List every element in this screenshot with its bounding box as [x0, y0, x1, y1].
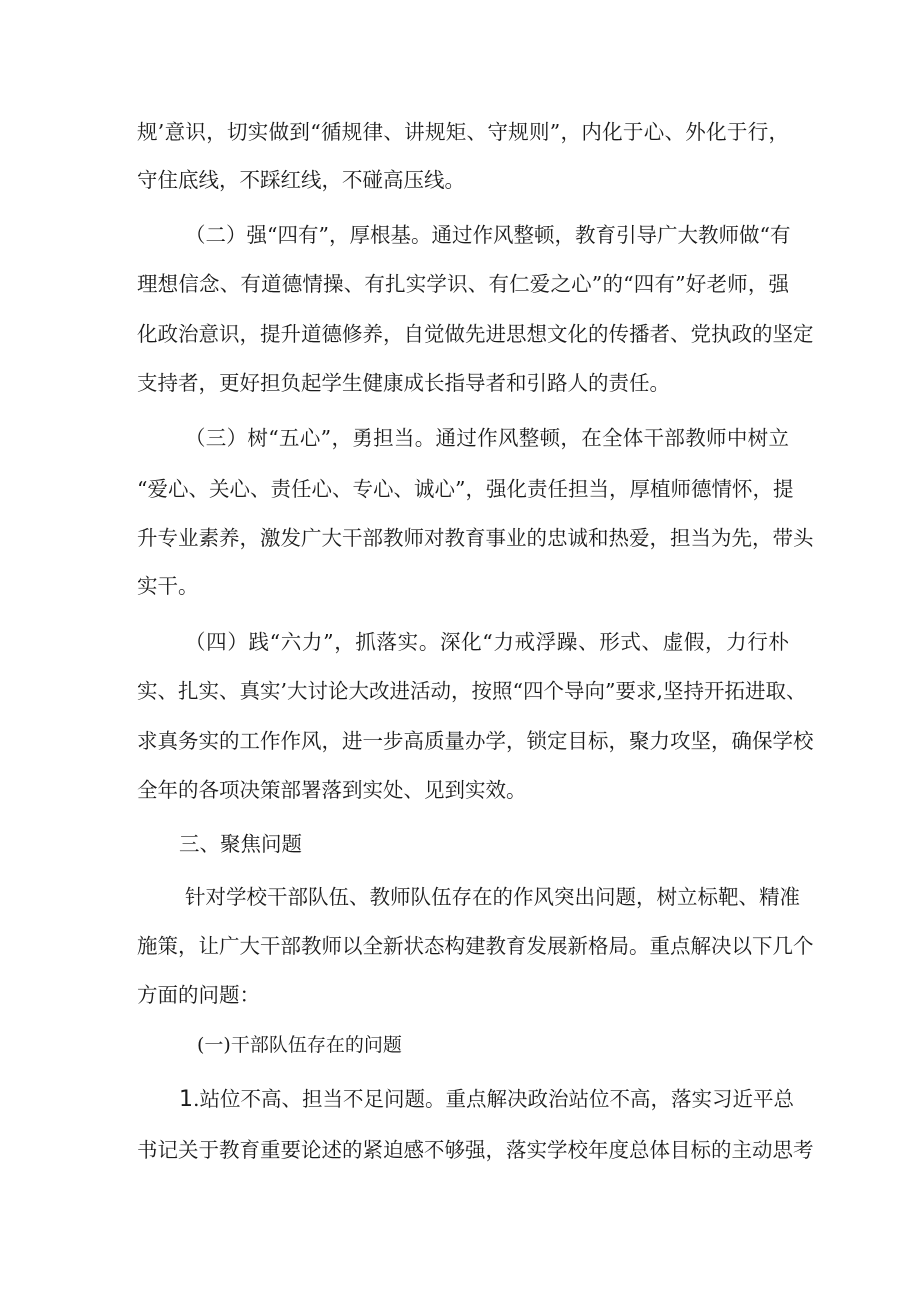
text-line: 化政治意识，提升道德修养，自觉做先进思想文化的传播者、党执政的坚定 — [137, 322, 814, 346]
text-line: 实干。 — [137, 574, 199, 598]
numbered-item — [179, 1085, 795, 1114]
item-number: 1 — [179, 1087, 193, 1112]
paragraph-two-start: （二）强“四有”，厚根基。通过作风整顿，教育引导广大教师做“有 — [185, 223, 791, 247]
paragraph-three-start: （三）树“五心”，勇担当。通过作风整顿，在全体干部教师中树立 — [185, 426, 789, 450]
paragraph-four-start: （四）践“六力”，抓落实。深化“力戒浮躁、形式、虚假，力行朴 — [185, 630, 789, 654]
text-line: 书记关于教育重要论述的紧迫感不够强，落实学校年度总体目标的主动思考 — [137, 1138, 814, 1162]
text-line: 实、扎实、真实’大讨论大改进活动，按照“四个导向”要求,坚持开拓进取、 — [137, 679, 807, 703]
section-heading: 三、聚焦问题 — [179, 832, 302, 856]
text-line: 守住底线，不踩红线，不碰高压线。 — [137, 168, 465, 192]
subsection-heading: (一)干部队伍存在的问题 — [197, 1034, 402, 1056]
item-text: .站位不高、担当不足问题。重点解决政治站位不高，落实习近平总 — [193, 1087, 795, 1111]
text-line: 方面的问题： — [137, 983, 260, 1007]
paragraph-five-start: 针对学校干部队伍、教师队伍存在的作风突出问题，树立标靶、精准 — [185, 885, 800, 909]
text-line: 支持者，更好担负起学生健康成长指导者和引路人的责任。 — [137, 371, 670, 395]
text-line: “爱心、关心、责任心、专心、诚心”，强化责任担当，厚植师德情怀，提 — [137, 477, 794, 501]
text-line: 求真务实的工作作风，进一步高质量办学，锁定目标，聚力攻坚，确保学校 — [137, 729, 814, 753]
text-line: 施策，让广大干部教师以全新状态构建教育发展新格局。重点解决以下几个 — [137, 934, 814, 958]
text-line: 升专业素养，激发广大干部教师对教育事业的忠诚和热爱，担当为先，带头 — [137, 526, 814, 550]
text-line: 全年的各项决策部署落到实处、见到实效。 — [137, 778, 527, 802]
text-line: 理想信念、有道德情操、有扎实学识、有仁爱之心”的“四有”好老师，强 — [137, 272, 789, 296]
text-line: 规’意识，切实做到“循规律、讲规矩、守规则”，内化于心、外化于行， — [137, 120, 789, 144]
